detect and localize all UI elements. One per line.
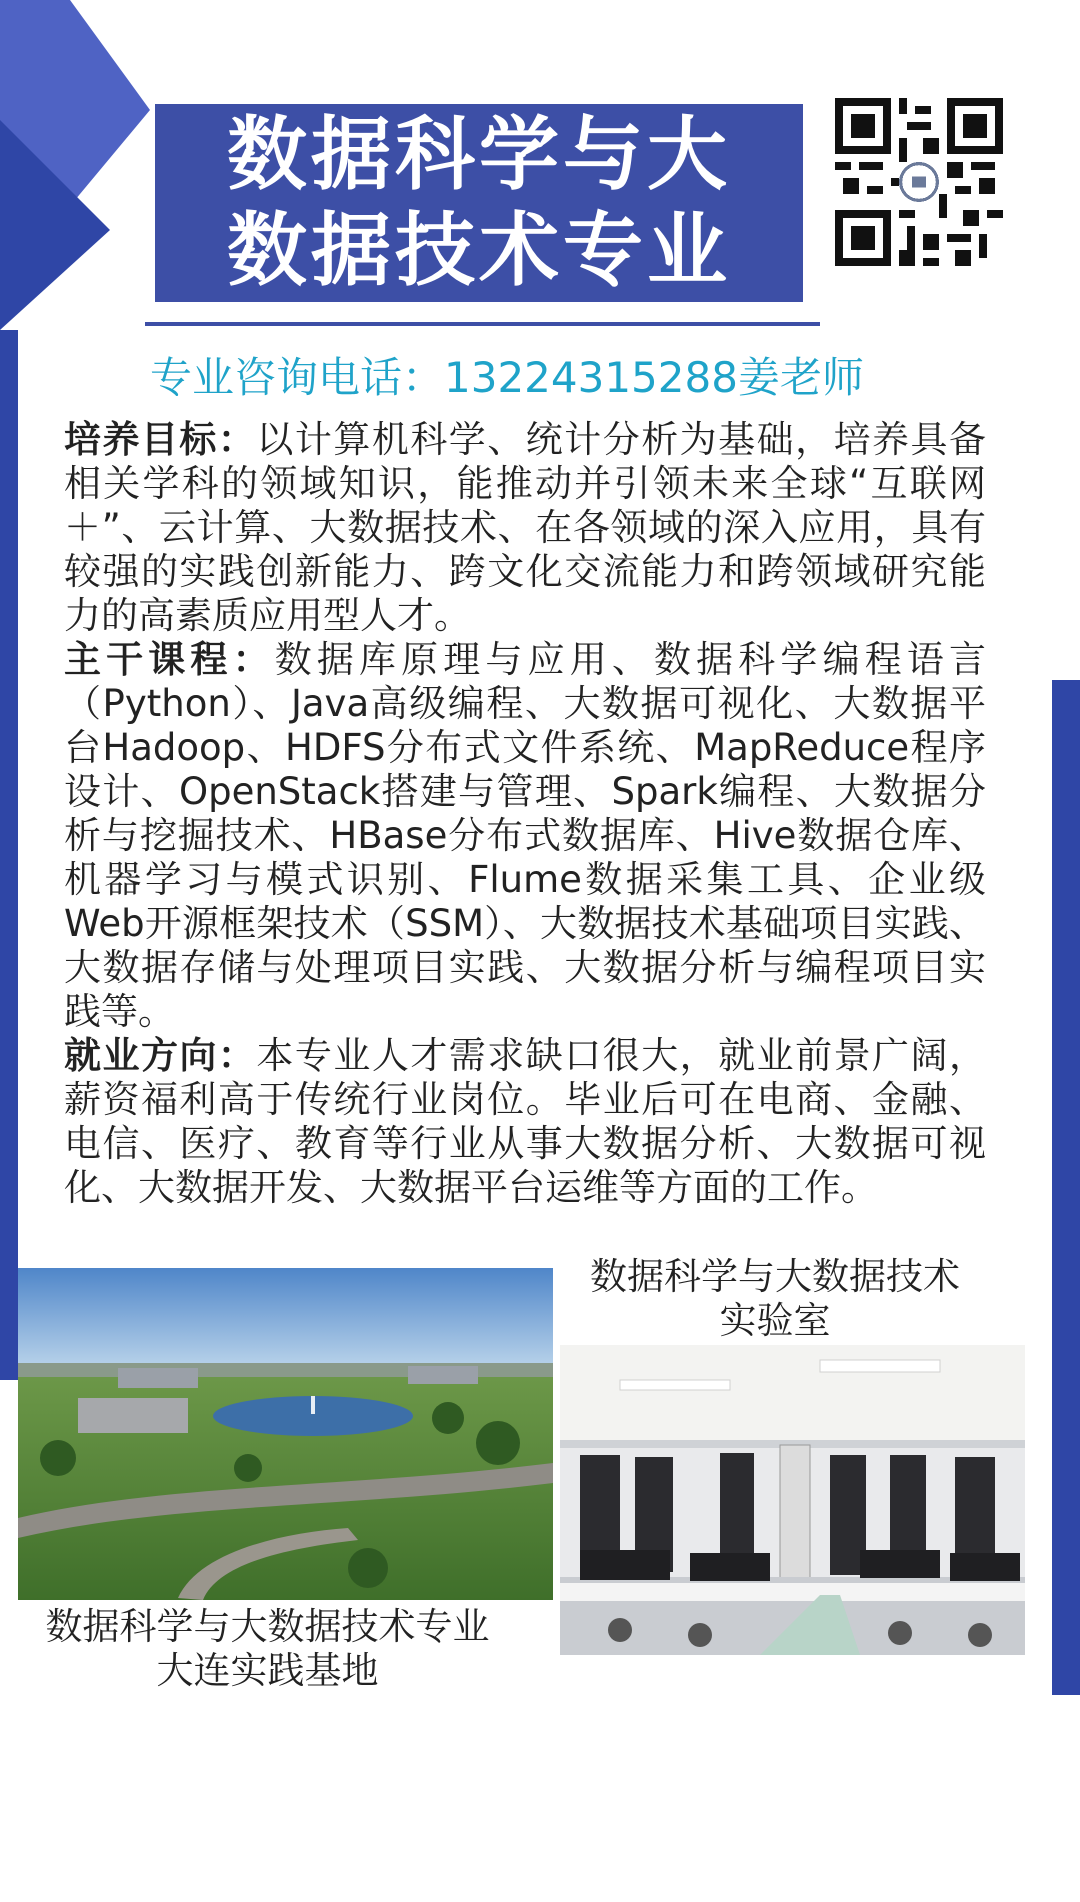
- qr-code: [835, 98, 1003, 266]
- title-line-1: 数据科学与大: [227, 108, 731, 201]
- section-employment: [64, 1034, 986, 1210]
- consult-phone: 专业咨询电话：13224315288姜老师: [150, 353, 864, 402]
- campus-caption: [10, 1605, 525, 1693]
- title-banner: [155, 104, 803, 302]
- lab-caption-line-2: 实验室: [719, 1299, 831, 1342]
- program-description: [64, 418, 986, 1210]
- section-label: 就业方向：: [64, 1034, 257, 1077]
- lab-photo: [560, 1345, 1025, 1655]
- section-core-courses: [64, 638, 986, 1034]
- title-line-2: 数据技术专业: [227, 204, 731, 297]
- section-text: 以计算机科学、统计分析为基础，培养具备相关学科的领域知识，能推动并引领未来全球“互联网＋”、云计算、大数据技术、在各领域的深入应用，具有较强的实践创新能力、跨文化交流能力和跨领域研究能力的高素质应用型人才。: [64, 418, 987, 637]
- lab-caption-line-1: 数据科学与大数据技术: [590, 1255, 960, 1298]
- decorative-right-bar: [1052, 680, 1080, 1695]
- section-training-goal: [64, 418, 986, 638]
- section-label: 主干课程：: [64, 638, 275, 681]
- campus-caption-line-2: 大连实践基地: [156, 1649, 379, 1692]
- decorative-corner-shape: [0, 0, 150, 330]
- section-text: 本专业人才需求缺口很大，就业前景广阔，薪资福利高于传统行业岗位。毕业后可在电商、金融、电信、医疗、教育等行业从事大数据分析、大数据可视化、大数据开发、大数据平台运维等方面的工作。: [64, 1034, 987, 1209]
- campus-caption-line-1: 数据科学与大数据技术专业: [45, 1605, 490, 1648]
- section-text: 数据库原理与应用、数据科学编程语言（Python）、Java高级编程、大数据可视化、大数据平台Hadoop、HDFS分布式文件系统、MapReduce程序设计、OpenStack搭建与管理、Spark编程、大数据分析与挖掘技术、HBase分布式数据库、Hive数据仓库、机器学习与模式识别、Flume数据采集工具、企业级Web开源框架技术（SSM）、大数据技术基础项目实践、大数据存储与处理项目实践、大数据分析与编程项目实践等。: [64, 638, 987, 1033]
- campus-aerial-photo: [18, 1268, 553, 1600]
- title-underline: [145, 322, 820, 326]
- section-label: 培养目标：: [64, 418, 257, 461]
- decorative-left-bar: [0, 330, 18, 1380]
- lab-caption: [560, 1255, 990, 1343]
